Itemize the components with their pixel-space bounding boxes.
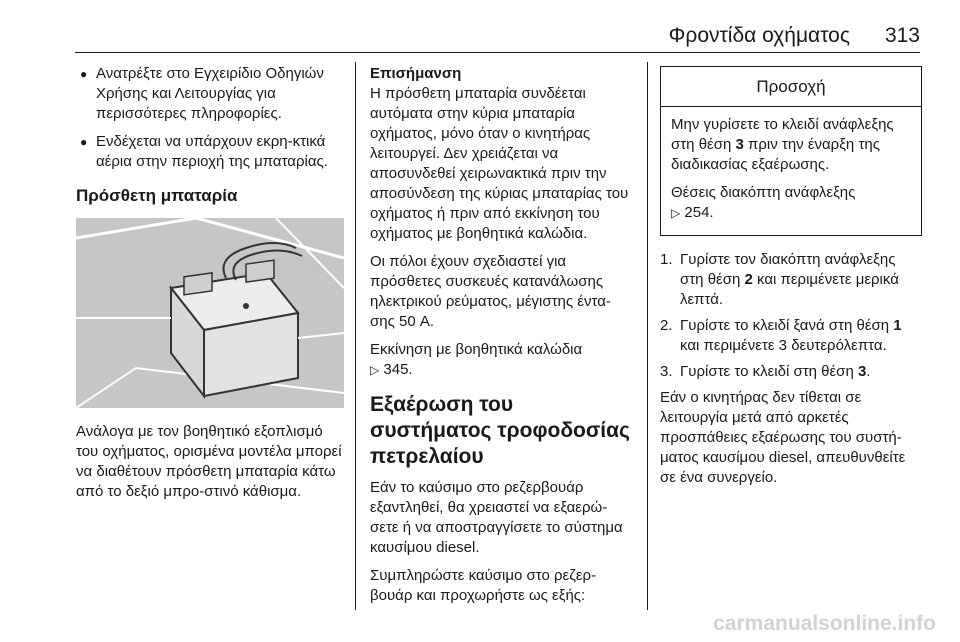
position-number: 1 (893, 317, 902, 334)
step-text: Γυρίστε το κλειδί στη θέση (680, 363, 858, 380)
page-reference-arrow-icon: ▷ (370, 363, 380, 377)
caution-title: Προσοχή (661, 67, 921, 107)
watermark: carmanualsonline.info (713, 612, 936, 635)
battery-drawing (76, 218, 344, 408)
body-paragraph-1: Εάν το καύσιμο στο ρεζερβουάρ εξαντληθεί, θα χρειαστεί να εξαερώ-σετε ή να αποστραγγίσετε το σύστημα καυσίμου diesel. (370, 479, 623, 556)
step-text: και περιμένετε μερικά λεπτά. (680, 271, 899, 308)
page-reference-link[interactable]: 254. (684, 204, 714, 221)
caution-paragraph-2 (671, 183, 911, 223)
column-1 (76, 64, 346, 510)
page-reference-link[interactable]: 345. (383, 361, 413, 378)
step-text: και περιμένετε 3 δευτερόλεπτα. (680, 337, 887, 354)
section-title-fuel-bleeding: Εξαέρωση του συστήματος τροφοδοσίας πετρελαίου (370, 393, 630, 468)
bullet-text: Ανατρέξτε στο Εγχειρίδιο Οδηγιών Χρήσης και Λειτουργίας για περισσότερες πληροφορίες. (96, 65, 324, 122)
note-paragraph-3 (370, 340, 635, 380)
step-text: Γυρίστε το κλειδί ξανά στη θέση (680, 317, 894, 334)
caution-box (660, 66, 922, 236)
caution-text: Μην γυρίσετε το κλειδί ανάφλεξης στη θέση (671, 116, 894, 153)
bullet-dot-icon: ● (80, 67, 88, 81)
header-rule (75, 52, 920, 53)
position-number: 3 (735, 136, 744, 153)
ignition-positions-reference: Θέσεις διακόπτη ανάφλεξης (671, 184, 856, 201)
page-number: 313 (884, 24, 920, 47)
jump-start-reference: Εκκίνηση με βοηθητικά καλώδια (370, 341, 583, 358)
column-3 (660, 64, 922, 496)
list-item (660, 362, 922, 382)
subheading-additional-battery: Πρόσθετη μπαταρία (76, 186, 238, 205)
position-number: 2 (744, 271, 753, 288)
note-paragraph-1: Η πρόσθετη μπαταρία συνδέεται αυτόματα στην κύρια μπαταρία οχήματος, μόνο όταν ο κινητήρας λειτουργεί. Δεν χρειάζεται να αποσυνδεθεί χειρωνακτικά πριν την αποσύνδεση της κύριας μπαταρίας του οχήματος ή πριν από εκκίνηση του οχήματος με βοηθητικά καλώδια. (370, 85, 629, 242)
list-item (660, 250, 922, 310)
note-paragraph-2: Οι πόλοι έχουν σχεδιαστεί για πρόσθετες συσκευές κατανάλωσης ηλεκτρικού ρεύματος, μέγιστης έντα-σης 50 A. (370, 253, 611, 330)
list-item (660, 316, 922, 356)
page-header (0, 24, 960, 54)
bullet-text: Ενδέχεται να υπάρχουν εκρη-κτικά αέρια στην περιοχή της μπαταρίας. (96, 133, 328, 170)
battery-illustration (76, 218, 344, 408)
bullet-dot-icon: ● (80, 135, 88, 149)
page-header-title: Φροντίδα οχήματος (668, 24, 850, 47)
body-paragraph-2: Συμπληρώστε καύσιμο στο ρεζερ-βουάρ και προχωρήστε ως εξής: (370, 567, 597, 604)
step-number: 2. (660, 317, 673, 334)
bullet-item (76, 64, 346, 124)
column-divider-2 (647, 62, 648, 610)
steps-list (660, 250, 922, 382)
page-reference-arrow-icon: ▷ (671, 206, 681, 220)
figure-description: Ανάλογα με τον βοηθητικό εξοπλισμό του οχήματος, ορισμένα μοντέλα μπορεί να διαθέτουν πρόσθετη μπαταρία κάτω από το δεξιό μπρο-στινό κάθισμα. (76, 423, 342, 500)
note-heading: Επισήμανση (370, 65, 462, 82)
column-divider-1 (355, 62, 356, 610)
step-number: 1. (660, 251, 673, 268)
step-number: 3. (660, 363, 673, 380)
position-number: 3 (857, 363, 867, 380)
caution-text: πριν την έναρξη της διαδικασίας εξαέρωσης. (671, 136, 880, 173)
bullet-item (76, 132, 346, 172)
closing-paragraph: Εάν ο κινητήρας δεν τίθεται σε λειτουργία μετά από αρκετές προσπάθειες εξαέρωσης του συστή-ματος καυσίμου diesel, απευθυνθείτε σε ένα συνεργείο. (660, 389, 906, 486)
caution-paragraph-1 (671, 115, 911, 175)
column-2 (370, 64, 635, 614)
step-text: . (866, 363, 871, 380)
caution-body (661, 107, 921, 235)
step-text: Γυρίστε τον διακόπτη ανάφλεξης στη θέση (680, 251, 896, 288)
